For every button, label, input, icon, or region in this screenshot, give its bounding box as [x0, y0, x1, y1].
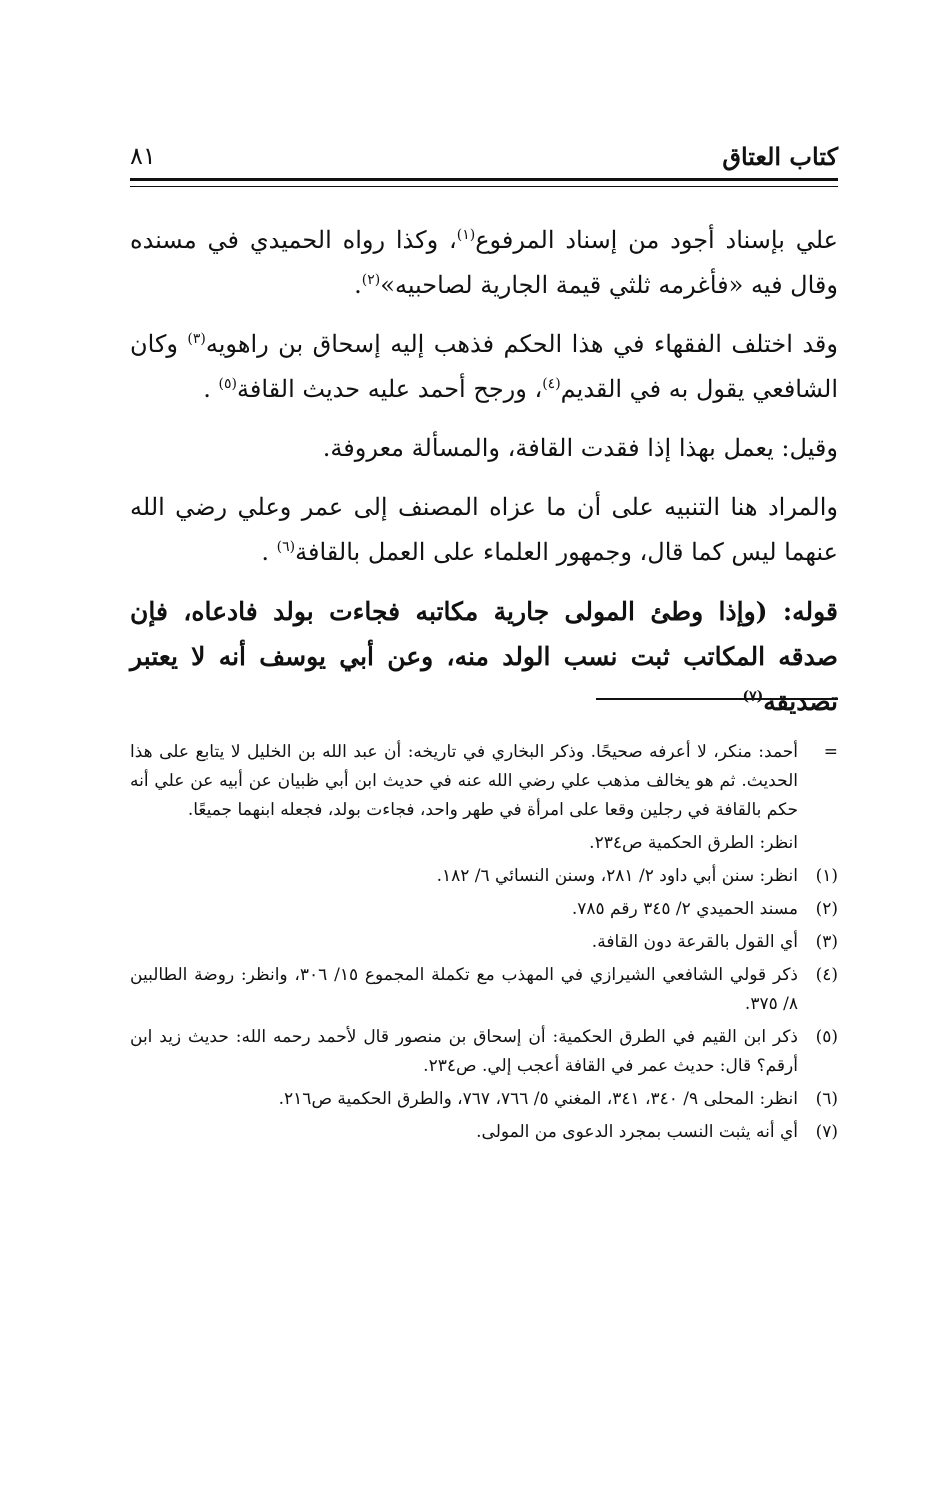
paragraph-1-text-b: ، وكذا رواه الحميدي في مسنده وقال فيه: [130, 226, 838, 299]
footnote-ref-3: (٣): [187, 331, 206, 347]
paragraph-4-end: .: [261, 538, 269, 566]
page-header: [130, 138, 838, 178]
footnote-ref-6: (٦): [276, 539, 296, 555]
footnote-6: [130, 1085, 838, 1114]
footnote-mark: (٦): [815, 1089, 838, 1109]
footnote-continuation-mark: =: [823, 742, 838, 762]
footnote-4: [130, 961, 838, 1019]
footnote-text: انظر: المحلى ٩/ ٣٤٠، ٣٤١، المغني ٥/ ٧٦٦، ٧٦٧، والطرق الحكمية ص٢١٦.: [278, 1089, 798, 1109]
paragraph-5-matn: [130, 589, 838, 724]
footnote-continuation-text: أحمد: منكر، لا أعرفه صحيحًا. وذكر البخاري في تاريخه: أن عبد الله بن الخليل لا يتابع على هذا الحديث. ثم هو يخالف مذهب علي رضي الله عنه في حديث ابن أبي ظبيان عن أبيه عن علي أنه حكم بالقافة في رجلين وقعا على امرأة في طهر واحد، فجاءت بولد، فجعله ابنهما جميعًا.: [130, 742, 798, 820]
footnote-mark: (٤): [815, 965, 838, 985]
footnote-5: [130, 1023, 838, 1081]
paragraph-3: [130, 426, 838, 471]
paragraph-1-quote: «فأغرمه ثلثي قيمة الجارية لصاحبيه»: [380, 271, 744, 299]
paragraph-4-text: والمراد هنا التنبيه على أن ما عزاه المصنف إلى عمر وعلي رضي الله عنهما ليس كما قال، وجمهور العلماء على العمل بالقافة: [130, 493, 838, 566]
footnote-text: مسند الحميدي ٢/ ٣٤٥ رقم ٧٨٥.: [571, 899, 798, 919]
footnote-text: انظر: سنن أبي داود ٢/ ٢٨١، وسنن النسائي ٦/ ١٨٢.: [436, 866, 798, 886]
footnote-separator: [596, 698, 838, 700]
header-rule-thick: [130, 178, 838, 181]
paragraph-2-text-c: ، ورجح أحمد عليه حديث القافة: [237, 375, 543, 403]
footnote-3: [130, 928, 838, 957]
footnote-text: أي القول بالقرعة دون القافة.: [591, 932, 798, 952]
footnote-mark: (٣): [815, 932, 838, 952]
footnote-text: ذكر ابن القيم في الطرق الحكمية: أن إسحاق بن منصور قال لأحمد رحمه الله: حديث زيد ابن أرقم؟ قال: حديث عمر في القافة أعجب إلي. ص٢٣٤.: [130, 1027, 798, 1076]
footnote-2: [130, 895, 838, 924]
footnote-ref-2: (٢): [361, 272, 381, 288]
paragraph-4: [130, 485, 838, 575]
footnote-text: أي أنه يثبت النسب بمجرد الدعوى من المولى.: [476, 1122, 798, 1142]
footnotes: [130, 738, 838, 1151]
paragraph-2: [130, 322, 838, 412]
paragraph-3-text: وقيل: يعمل بهذا إذا فقدت القافة، والمسألة معروفة.: [322, 434, 838, 462]
footnote-ref-7: (٧): [742, 688, 764, 705]
paragraph-1-text-a: علي بإسناد أجود من إسناد المرفوع: [475, 226, 838, 254]
header-rule-thin: [130, 186, 838, 187]
page-number: ٨١: [130, 142, 156, 170]
footnote-mark: (٢): [815, 899, 838, 919]
footnote-ref-4: (٤): [542, 376, 561, 392]
footnote-text: ذكر قولي الشافعي الشيرازي في المهذب مع تكملة المجموع ١٥/ ٣٠٦، وانظر: روضة الطالبين ٨/ ٣٧٥.: [130, 965, 799, 1014]
footnote-continuation-ref: انظر: الطرق الحكمية ص٢٣٤.: [589, 833, 798, 853]
running-title: كتاب العتاق: [722, 142, 838, 171]
paragraph-2-end: .: [203, 375, 211, 403]
paragraph-1-end: .: [354, 271, 362, 299]
footnote-ref-5: (٥): [218, 376, 237, 392]
paragraph-2-text-a: وقد اختلف الفقهاء في هذا الحكم فذهب إليه إسحاق بن راهويه: [205, 330, 838, 358]
footnote-mark: (١): [815, 866, 838, 886]
paragraph-5-text: قوله: (وإذا وطئ المولى جارية مكاتبه فجاءت بولد فادعاه، فإن صدقه المكاتب ثبت نسب الولد منه، وعن أبي يوسف أنه لا يعتبر تصديقه: [130, 597, 838, 716]
paragraph-1: [130, 218, 838, 308]
footnote-mark: (٥): [815, 1027, 838, 1047]
footnote-mark: (٧): [815, 1122, 838, 1142]
main-text: [130, 218, 838, 738]
footnote-7: [130, 1118, 838, 1147]
footnote-ref-1: (١): [456, 227, 476, 243]
footnote-continuation: [130, 738, 838, 825]
footnote-1: [130, 862, 838, 891]
paragraph-2-text-b: وكان الشافعي يقول به في القديم: [130, 330, 838, 403]
